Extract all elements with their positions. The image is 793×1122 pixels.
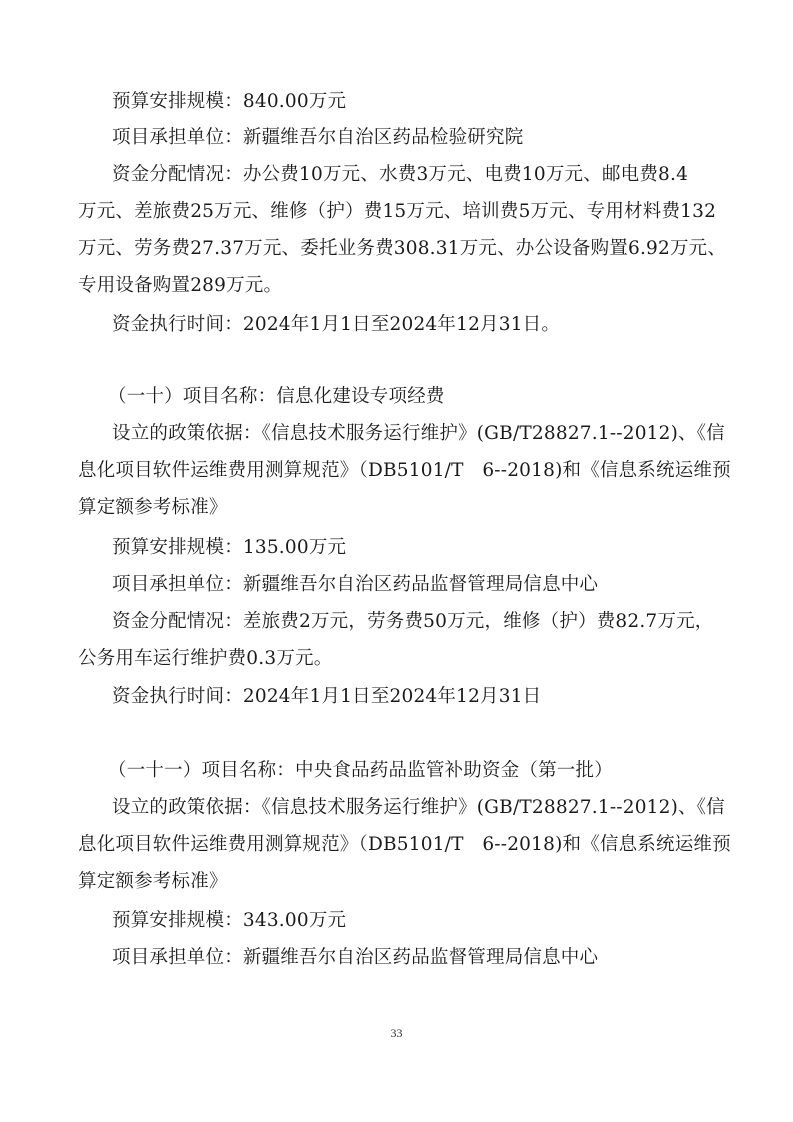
execution-time-line: 资金执行时间：2024年1月1日至2024年12月31日。 xyxy=(112,314,561,335)
execution-time-line: 资金执行时间：2024年1月1日至2024年12月31日 xyxy=(112,686,542,707)
undertaking-unit-line: 项目承担单位：新疆维吾尔自治区药品监督管理局信息中心 xyxy=(112,574,599,595)
fund-allocation-line: 万元、劳务费27.37万元、委托业务费308.31万元、办公设备购置6.92万元、 xyxy=(78,238,727,259)
policy-basis-line: 算定额参考标准》 xyxy=(78,497,228,518)
fund-allocation-line: 专用设备购置289万元。 xyxy=(78,275,283,296)
fund-allocation-line: 万元、差旅费25万元、维修（护）费15万元、培训费5万元、专用材料费132 xyxy=(78,201,717,222)
fund-allocation-line: 资金分配情况：办公费10万元、水费3万元、电费10万元、邮电费8.4 xyxy=(112,164,689,185)
fund-allocation-line: 公务用车运行维护费0.3万元。 xyxy=(78,648,333,669)
policy-basis-line: 算定额参考标准》 xyxy=(78,871,228,892)
undertaking-unit-line: 项目承担单位：新疆维吾尔自治区药品检验研究院 xyxy=(112,127,524,148)
policy-basis-line: 设立的政策依据：《信息技术服务运行维护》(GB/T28827.1--2012)、《信 xyxy=(112,423,725,444)
policy-basis-line: 息化项目软件运维费用测算规范》（DB5101/T 6--2018)和《信息系统运维预 xyxy=(78,834,731,855)
budget-scale-line: 预算安排规模：343.00万元 xyxy=(112,910,347,931)
policy-basis-line: 息化项目软件运维费用测算规范》（DB5101/T 6--2018)和《信息系统运维预 xyxy=(78,460,731,481)
page-number: 33 xyxy=(390,1026,403,1040)
policy-basis-line: 设立的政策依据：《信息技术服务运行维护》(GB/T28827.1--2012)、《信 xyxy=(112,797,725,818)
undertaking-unit-line: 项目承担单位：新疆维吾尔自治区药品监督管理局信息中心 xyxy=(112,947,599,968)
fund-allocation-line: 资金分配情况：差旅费2万元，劳务费50万元，维修（护）费82.7万元， xyxy=(112,611,714,632)
budget-scale-line: 预算安排规模：840.00万元 xyxy=(112,91,347,112)
budget-scale-line: 预算安排规模：135.00万元 xyxy=(112,537,347,558)
project-heading: （一十一）项目名称：中央食品药品监管补助资金（第一批） xyxy=(108,760,613,781)
project-heading: （一十）项目名称：信息化建设专项经费 xyxy=(108,386,445,407)
